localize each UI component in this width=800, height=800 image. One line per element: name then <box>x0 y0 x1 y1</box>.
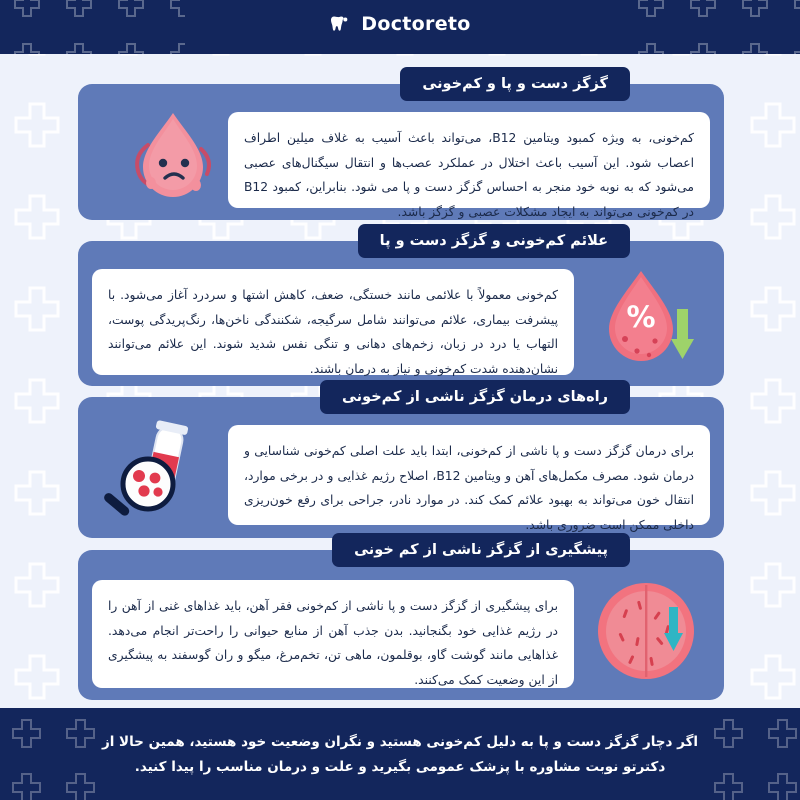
section-card-3 <box>78 389 724 538</box>
footer-message: اگر دچار گزگز دست و پا به دلیل کم‌خونی هستید و نگران وضعیت خود هستید، همین حالا از دکترتو نوبت مشاوره با پزشک عمومی بگیرید و علت و درمان مناسب را پیدا کنید. <box>101 734 699 775</box>
brand-logo <box>0 13 800 35</box>
section-card-4 <box>78 542 724 700</box>
section-title-1: گزگز دست و پا و کم‌خونی <box>400 67 630 101</box>
section-title-4: پیشگیری از گزگز ناشی از کم خونی <box>332 533 630 567</box>
section-title-2: علائم کم‌خونی و گزگز دست و پا <box>358 224 630 258</box>
brand-name: Doctoreto <box>361 13 471 35</box>
section-title-3: راه‌های درمان گزگز ناشی از کم‌خونی <box>320 380 630 414</box>
section-body-3: برای درمان گزگز دست و پا ناشی از کم‌خونی، ابتدا باید علت اصلی کم‌خونی شناسایی و درمان شود. مصرف مکمل‌های آهن و ویتامین B12، اصلاح رژیم غذایی و در برخی موارد، انتقال خون می‌تواند به بهبود علائم کمک کند. در موارد نادر، جراحی برای رفع خون‌ریزی داخلی ممکن است ضروری باشد. <box>228 425 710 525</box>
red-blood-cell-down-arrow-icon <box>590 575 710 687</box>
section-card-2 <box>78 233 724 386</box>
tooth-logo-icon <box>329 14 349 34</box>
section-body-4: برای پیشگیری از گزگز دست و پا ناشی از کم‌خونی فقر آهن، باید غذاهای غنی از آهن را در رژیم غذایی خود بگنجانید. بدن جذب آهن از منابع حیوانی را راحت‌تر انجام می‌دهد. غذاهایی مانند گوشت گاو، بوقلمون، ماهی تن، تخم‌مرغ، میگو و ران گوسفند به پیشگیری از این وضعیت کمک می‌کنند. <box>92 580 574 688</box>
section-illustration-3 <box>88 419 216 527</box>
section-illustration-2 <box>586 263 714 375</box>
section-illustration-4 <box>586 574 714 688</box>
section-card-1 <box>78 76 724 220</box>
footer-bar <box>0 708 800 800</box>
test-tube-magnifier-blood-cells-icon <box>92 420 212 526</box>
blood-drop-sad-face-icon <box>93 105 211 210</box>
header-bar <box>0 0 800 54</box>
section-body-1: کم‌خونی، به ویژه کمبود ویتامین B12، می‌تواند باعث آسیب به غلاف میلین اطراف اعصاب شود. این آسیب باعث اختلال در عملکرد عصب‌ها و انتقال سیگنال‌های عصبی می‌شود که به نوبه خود منجر به احساس گزگز دست و پا می شود. بنابراین، کمبود B12 در کم‌خونی می‌تواند به ایجاد مشکلات عصبی و گزگز باشد. <box>228 112 710 208</box>
blood-drop-percent-down-arrow-icon <box>591 265 709 373</box>
svg-text:%: % <box>626 300 656 334</box>
section-body-2: کم‌خونی معمولاً با علائمی مانند خستگی، ضعف، کاهش اشتها و سردرد آغاز می‌شود. با پیشرفت بیماری، علائم می‌توانند شامل سرگیجه، شکنندگی ناخن‌ها، رنگ‌پریدگی پوست، التهاب یا درد در زبان، زخم‌های دهانی و تنگی نفس شدید شوند. این علائم می‌توانند نشان‌دهنده شدت کم‌خونی و نیاز به درمان باشند. <box>92 269 574 375</box>
section-illustration-1 <box>88 102 216 212</box>
